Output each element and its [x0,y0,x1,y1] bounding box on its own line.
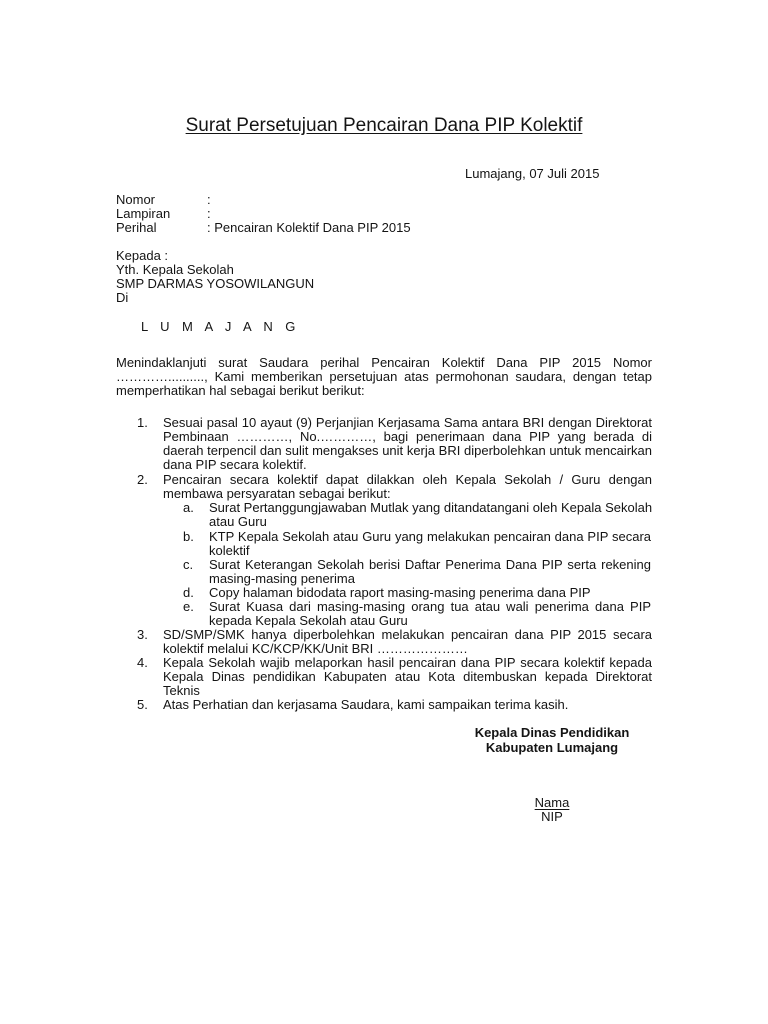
intro-line: Menindaklanjuti surat Saudara perihal Pencairan Kolektif Dana PIP 2015 Nomor [116,355,652,370]
lampiran-label: Lampiran [116,206,171,221]
item-line: Pembinaan …………, No.…………, bagi penerimaan dana PIP yang berada di [163,429,652,444]
item-line: Kepala Dinas pendidikan Kabupaten atau Kota ditembuskan kepada Direktorat [163,669,652,684]
lampiran-value: : [207,206,211,221]
letter-date: Lumajang, 07 Juli 2015 [465,166,600,181]
sub-line: Surat Keterangan Sekolah berisi Daftar Penerima Dana PIP serta rekening [209,557,651,572]
item-text [163,656,652,698]
signature-name: Nama [534,795,570,810]
recipient-to: Kepada : [116,248,169,263]
signature-office: Kepala Dinas Pendidikan [474,725,630,740]
recipient-title: Yth. Kepala Sekolah [116,262,234,277]
item-line: kolektif melalui KC/KCP/KK/Unit BRI ………………… [163,641,468,656]
item-number: 2. [137,472,148,487]
sub-text [209,586,651,600]
sub-letter: a. [183,500,194,515]
item-line: Atas Perhatian dan kerjasama Saudara, kami sampaikan terima kasih. [163,697,569,712]
item-line: Sesuai pasal 10 ayaut (9) Perjanjian Kerjasama Sama antara BRI dengan Direktorat [163,415,652,430]
item-line: SD/SMP/SMK hanya diperbolehkan melakukan pencairan dana PIP 2015 secara [163,627,652,642]
letter-title: Surat Persetujuan Pencairan Dana PIP Kolektif [185,115,583,136]
sub-line: Copy halaman bidodata raport masing-masing penerima dana PIP [209,585,591,600]
sub-letter: b. [183,529,194,544]
sub-text [209,600,651,628]
item-number: 3. [137,627,148,642]
item-line: dana PIP secara kolektif. [163,457,307,472]
perihal-label: Perihal [116,220,157,235]
item-number: 4. [137,655,148,670]
nomor-label: Nomor [116,192,156,207]
recipient-di: Di [116,290,129,305]
perihal-value: : Pencairan Kolektif Dana PIP 2015 [207,220,411,235]
sub-text [209,558,651,586]
nomor-value: : [207,192,211,207]
item-line: membawa persyaratan sebagai berikut: [163,486,391,501]
item-line: daerah terpencil dan sulit mengakses unit kerja BRI diperbolehkan untuk mencairkan [163,443,652,458]
item-text [163,416,652,472]
sub-letter: e. [183,599,194,614]
sub-line: masing-masing penerima [209,571,355,586]
sub-letter: c. [183,557,194,572]
sub-text [209,501,651,529]
intro-line: memperhatikan hal sebagai berikut berikut: [116,383,365,398]
sub-line: kepada Kepala Sekolah atau Guru [209,613,408,628]
sub-line: atau Guru [209,514,267,529]
sub-letter: d. [183,585,194,600]
intro-line: ………….........., Kami memberikan persetujuan atas permohonan saudara, dengan tetap [116,369,652,384]
sub-text [209,530,651,558]
item-text [163,698,652,712]
recipient-city: L U M A J A N G [141,319,300,334]
sub-line: Surat Pertanggungjawaban Mutlak yang ditandatangani oleh Kepala Sekolah [209,500,653,515]
sub-line: Surat Kuasa dari masing-masing orang tua atau wali penerima dana PIP [209,599,651,614]
item-number: 5. [137,697,148,712]
item-line: Teknis [163,683,200,698]
item-line: Kepala Sekolah wajib melaporkan hasil pencairan dana PIP secara kolektif kepada [163,655,652,670]
signature-region: Kabupaten Lumajang [485,740,619,755]
recipient-school: SMP DARMAS YOSOWILANGUN [116,276,315,291]
sub-line: KTP Kepala Sekolah atau Guru yang melakukan pencairan dana PIP secara [209,529,651,544]
intro-paragraph [116,356,652,398]
item-text [163,628,652,656]
item-line: Pencairan secara kolektif dapat dilakkan oleh Kepala Sekolah / Guru dengan [163,472,652,487]
item-text [163,473,652,501]
signature-nip: NIP [541,809,563,824]
item-number: 1. [137,415,148,430]
sub-line: kolektif [209,543,250,558]
